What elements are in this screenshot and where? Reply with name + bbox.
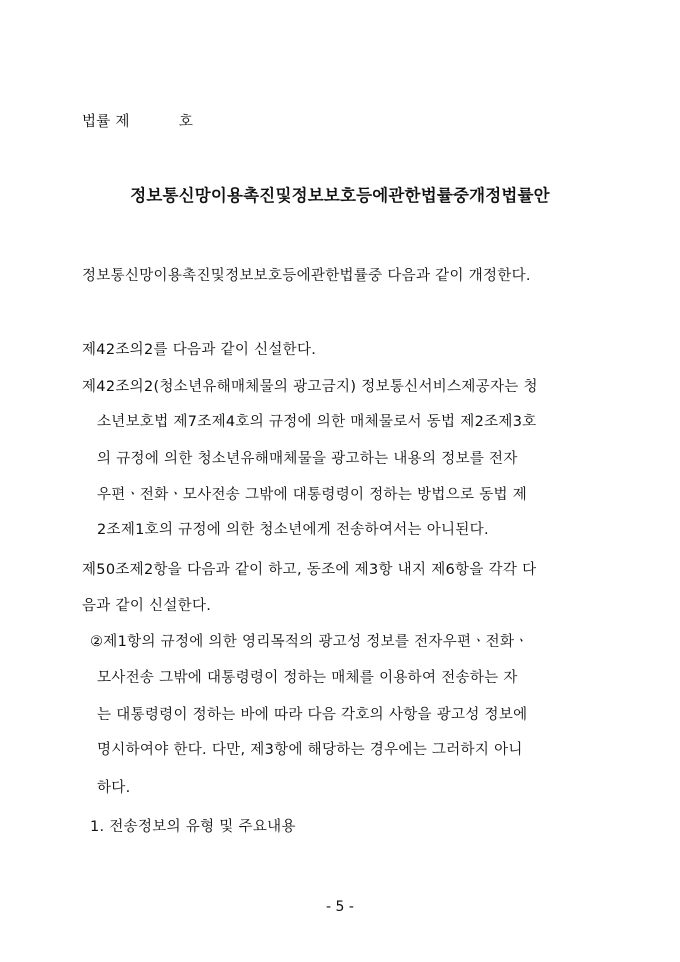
body-line: 제42조의2(청소년유해매체물의 광고금지) 정보통신서비스제공자는 청 <box>82 379 538 395</box>
body-line: 제50조제2항을 다음과 같이 하고, 동조에 제3항 내지 제6항을 각각 다 <box>82 562 537 578</box>
body-line: 제42조의2를 다음과 같이 신설한다. <box>82 342 317 358</box>
body-line: 는 대통령령이 정하는 바에 따라 다음 각호의 사항을 광고성 정보에 <box>97 707 528 723</box>
body-line: 모사전송 그밖에 대통령령이 정하는 매체를 이용하여 전송하는 자 <box>97 670 518 686</box>
body-line: 소년보호법 제7조제4호의 규정에 의한 매체물로서 동법 제2조제3호 <box>97 414 537 430</box>
body-line: 우편ㆍ전화ㆍ모사전송 그밖에 대통령령이 정하는 방법으로 동법 제 <box>97 487 528 503</box>
body-line: 2조제1호의 규정에 의한 청소년에게 전송하여서는 아니된다. <box>97 522 489 538</box>
body-line: 의 규정에 의한 청소년유해매체물을 광고하는 내용의 정보를 전자 <box>97 451 518 467</box>
body-line: ②제1항의 규정에 의한 영리목적의 광고성 정보를 전자우편ㆍ전화ㆍ <box>90 634 529 650</box>
body-line: 명시하여야 한다. 다만, 제3항에 해당하는 경우에는 그러하지 아니 <box>97 742 523 758</box>
body-line: 하다. <box>97 780 131 796</box>
law-number: 법률 제 호 <box>82 114 194 130</box>
page-number: - 5 - <box>326 899 354 915</box>
body-line: 1. 전송정보의 유형 및 주요내용 <box>90 819 296 835</box>
intro-paragraph: 정보통신망이용촉진및정보보호등에관한법률중 다음과 같이 개정한다. <box>82 268 531 284</box>
body-line: 음과 같이 신설한다. <box>82 598 212 614</box>
document-title: 정보통신망이용촉진및정보보호등에관한법률중개정법률안 <box>130 186 550 205</box>
